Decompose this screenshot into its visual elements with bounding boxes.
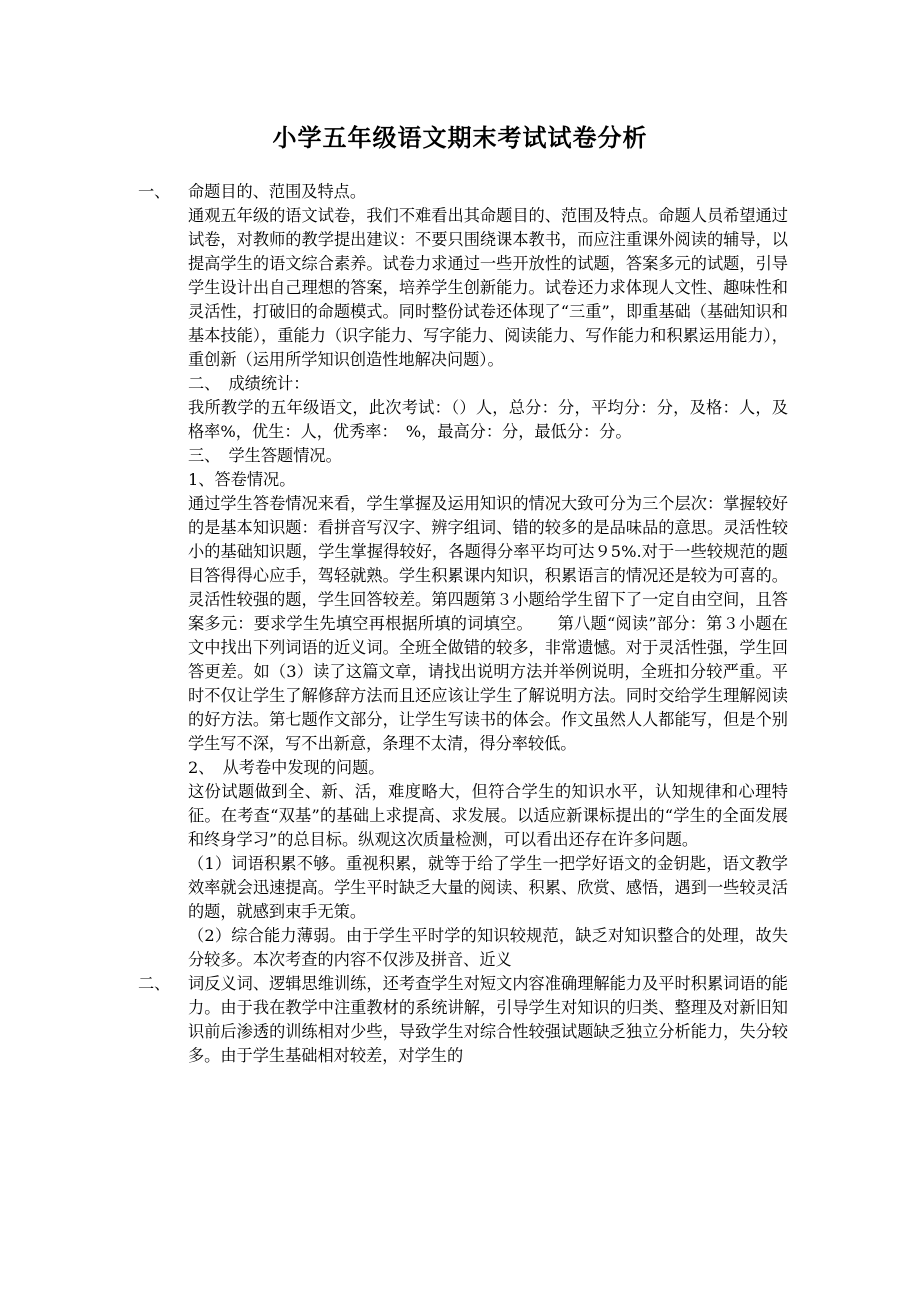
- section-3-paragraph-1: 通过学生答卷情况来看，学生掌握及运用知识的情况大致可分为三个层次：掌握较好的是基本知识题：看拼音写汉字、辨字组词、错的较多的是品味品的意思。灵活性较小的基础知识题，学生掌握得较好，各题得分率平均可达９5%.对于一些较规范的题目答得得心应手，驾轻就熟。学生积累课内知识，积累语言的情况还是较为可喜的。灵活性较强的题，学生回答较差。第四题第３小题给学生留下了一定自由空间，且答案多元：要求学生先填空再根据所填的词填空。 第八题“阅读”部分：第３小题在文中找出下列词语的近义词。全班全做错的较多，非常遗憾。对于灵活性强，学生回答更差。如（3）读了这篇文章，请找出说明方法并举例说明，全班扣分较严重。平时不仅让学生了解修辞方法而且还应该让学生了解说明方法。同时交给学生理解阅读的好方法。第七题作文部分，让学生写读书的体会。作文虽然人人都能写，但是个别学生写不深，写不出新意，条理不太清，得分率较低。: [188, 494, 788, 753]
- section-3-paragraph-2: 这份试题做到全、新、活，难度略大，但符合学生的知识水平，认知规律和心理特征。在考查“双基”的基础上求提高、求发展。以适应新课标提出的“学生的全面发展和终身学习”的总目标。纵观这次质量检测，可以看出还存在许多问题。: [188, 782, 788, 849]
- document-title: 小学五年级语文期末考试试卷分析: [272, 123, 648, 152]
- document-body: [138, 180, 788, 1068]
- section-1: [138, 180, 788, 204]
- section-3-heading: 三、 学生答题情况。: [188, 446, 342, 465]
- section-4-paragraph: 词反义词、逻辑思维训练，还考查学生对短文内容准确理解能力及平时积累词语的能力。由于我在教学中注重教材的系统讲解，引导学生对知识的归类、整理及对新旧知识前后渗透的训练相对少些，导致学生对综合性较强试题缺乏独立分析能力，失分较多。由于学生基础相对较差，对学生的: [188, 974, 788, 1065]
- section-4: [138, 972, 788, 1068]
- section-1-number: 一、: [138, 182, 171, 201]
- section-1-paragraph: 通观五年级的语文试卷，我们不难看出其命题目的、范围及特点。命题人员希望通过试卷，对教师的教学提出建议：不要只围绕课本教书，而应注重课外阅读的辅导，以提高学生的语文综合素养。试卷力求通过一些开放性的试题，答案多元的试题，引导学生设计出自己理想的答案，培养学生创新能力。试卷还力求体现人文性、趣味性和灵活性，打破旧的命题模式。同时整份试卷还体现了“三重”，即重基础（基础知识和基本技能），重能力（识字能力、写字能力、阅读能力、写作能力和积累运用能力），重创新（运用所学知识创造性地解决问题）。: [188, 206, 788, 369]
- section-3-subheading-1: 1、答卷情况。: [188, 470, 296, 489]
- section-3-subheading-2: 2、 从考卷中发现的问题。: [188, 758, 385, 777]
- section-3-item-2: （2）综合能力薄弱。由于学生平时学的知识较规范，缺乏对知识整合的处理，故失分较多。本次考查的内容不仅涉及拼音、近义: [188, 926, 788, 969]
- section-4-number: 二、: [138, 974, 171, 993]
- section-2-heading: 二、 成绩统计：: [188, 374, 310, 393]
- section-2-paragraph: 我所教学的五年级语文，此次考试：（）人，总分：分，平均分：分，及格：人，及格率%，优生：人，优秀率： %，最高分：分，最低分：分。: [188, 398, 788, 441]
- section-3-item-1: （1）词语积累不够。重视积累，就等于给了学生一把学好语文的金钥匙，语文教学效率就会迅速提高。学生平时缺乏大量的阅读、积累、欣赏、感悟，遇到一些较灵活的题，就感到束手无策。: [188, 854, 788, 921]
- section-1-heading: 命题目的、范围及特点。: [188, 182, 367, 201]
